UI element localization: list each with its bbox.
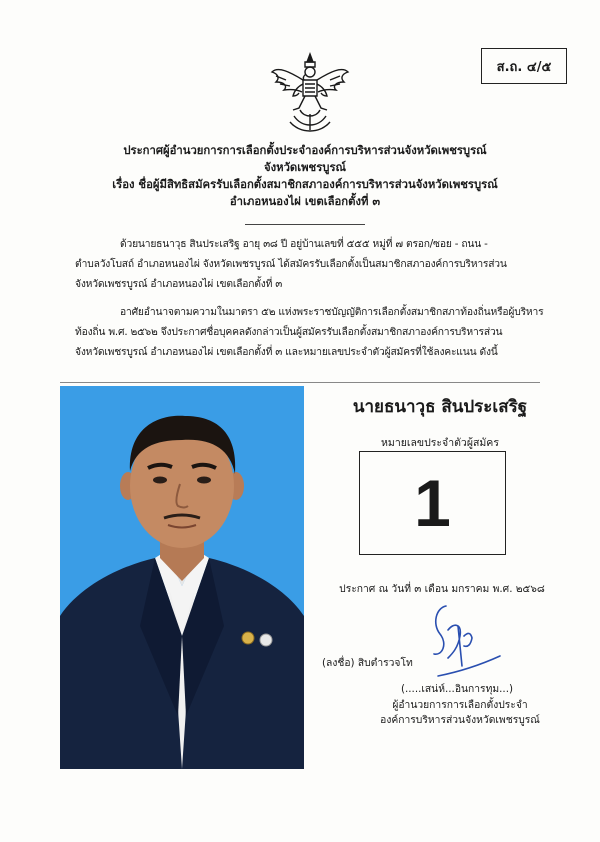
garuda-emblem-icon — [270, 52, 350, 134]
paragraph-line: ตำบลวังโบสถ์ อำเภอหนองไผ่ จังหวัดเพชรบูรณ์ ได้สมัครรับเลือกตั้งเป็นสมาชิกสภาองค์การบริหารส่วน — [75, 258, 507, 270]
signer-organization: องค์การบริหารส่วนจังหวัดเพชรบูรณ์ — [380, 714, 540, 726]
heading-district: อำเภอหนองไผ่ เขตเลือกตั้งที่ ๓ — [229, 195, 381, 208]
signer-position: ผู้อำนวยการการเลือกตั้งประจำ — [392, 699, 528, 711]
signer-name: (.....เสน่ห์...อินการทุม...) — [400, 683, 513, 695]
candidate-number-label: หมายเลขประจำตัวผู้สมัคร — [381, 437, 499, 449]
heading-divider — [245, 224, 365, 225]
section-divider — [60, 382, 540, 383]
paragraph-candidate-info — [75, 234, 545, 294]
paragraph-line: ด้วยนายธนาวุธ สินประเสริฐ อายุ ๓๘ ปี อยู่บ้านเลขที่ ๕๕๕ หมู่ที่ ๗ ตรอก/ซอย - ถนน - — [120, 238, 488, 250]
candidate-number-box: 1 — [359, 451, 506, 555]
paragraph-line: จังหวัดเพชรบูรณ์ อำเภอหนองไผ่ เขตเลือกตั้งที่ ๓ — [75, 278, 283, 290]
paragraph-line: ท้องถิ่น พ.ศ. ๒๕๖๒ จึงประกาศชื่อบุคคลดังกล่าวเป็นผู้สมัครรับเลือกตั้งสมาชิกสภาองค์การบริหารส่วน — [75, 326, 503, 338]
handwritten-signature — [418, 596, 518, 686]
candidate-name: นายธนาวุธ สินประเสริฐ — [352, 397, 528, 417]
paragraph-line: อาศัยอำนาจตามความในมาตรา ๕๒ แห่งพระราชบัญญัติการเลือกตั้งสมาชิกสภาท้องถิ่นหรือผู้บริหาร — [120, 306, 544, 318]
form-code: ส.ถ. ๔/๕ — [481, 48, 567, 84]
heading-subject: เรื่อง ชื่อผู้มีสิทธิสมัครรับเลือกตั้งสมาชิกสภาองค์การบริหารส่วนจังหวัดเพชรบูรณ์ — [112, 178, 498, 191]
candidate-photo — [60, 386, 304, 769]
heading-title: ประกาศผู้อำนวยการการเลือกตั้งประจำองค์การบริหารส่วนจังหวัดเพชรบูรณ์ — [123, 144, 487, 157]
paragraph-legal-basis — [75, 302, 545, 362]
announcement-date: ประกาศ ณ วันที่ ๓ เดือน มกราคม พ.ศ. ๒๕๖๘ — [339, 583, 545, 595]
announcement-heading — [100, 142, 510, 210]
heading-province: จังหวัดเพชรบูรณ์ — [263, 161, 347, 174]
paragraph-line: จังหวัดเพชรบูรณ์ อำเภอหนองไผ่ เขตเลือกตั้งที่ ๓ และหมายเลขประจำตัวผู้สมัครที่ใช้ลงคะแนน ดังนี้ — [75, 346, 498, 358]
signed-label: (ลงชื่อ) สิบตำรวจโท — [322, 657, 413, 669]
